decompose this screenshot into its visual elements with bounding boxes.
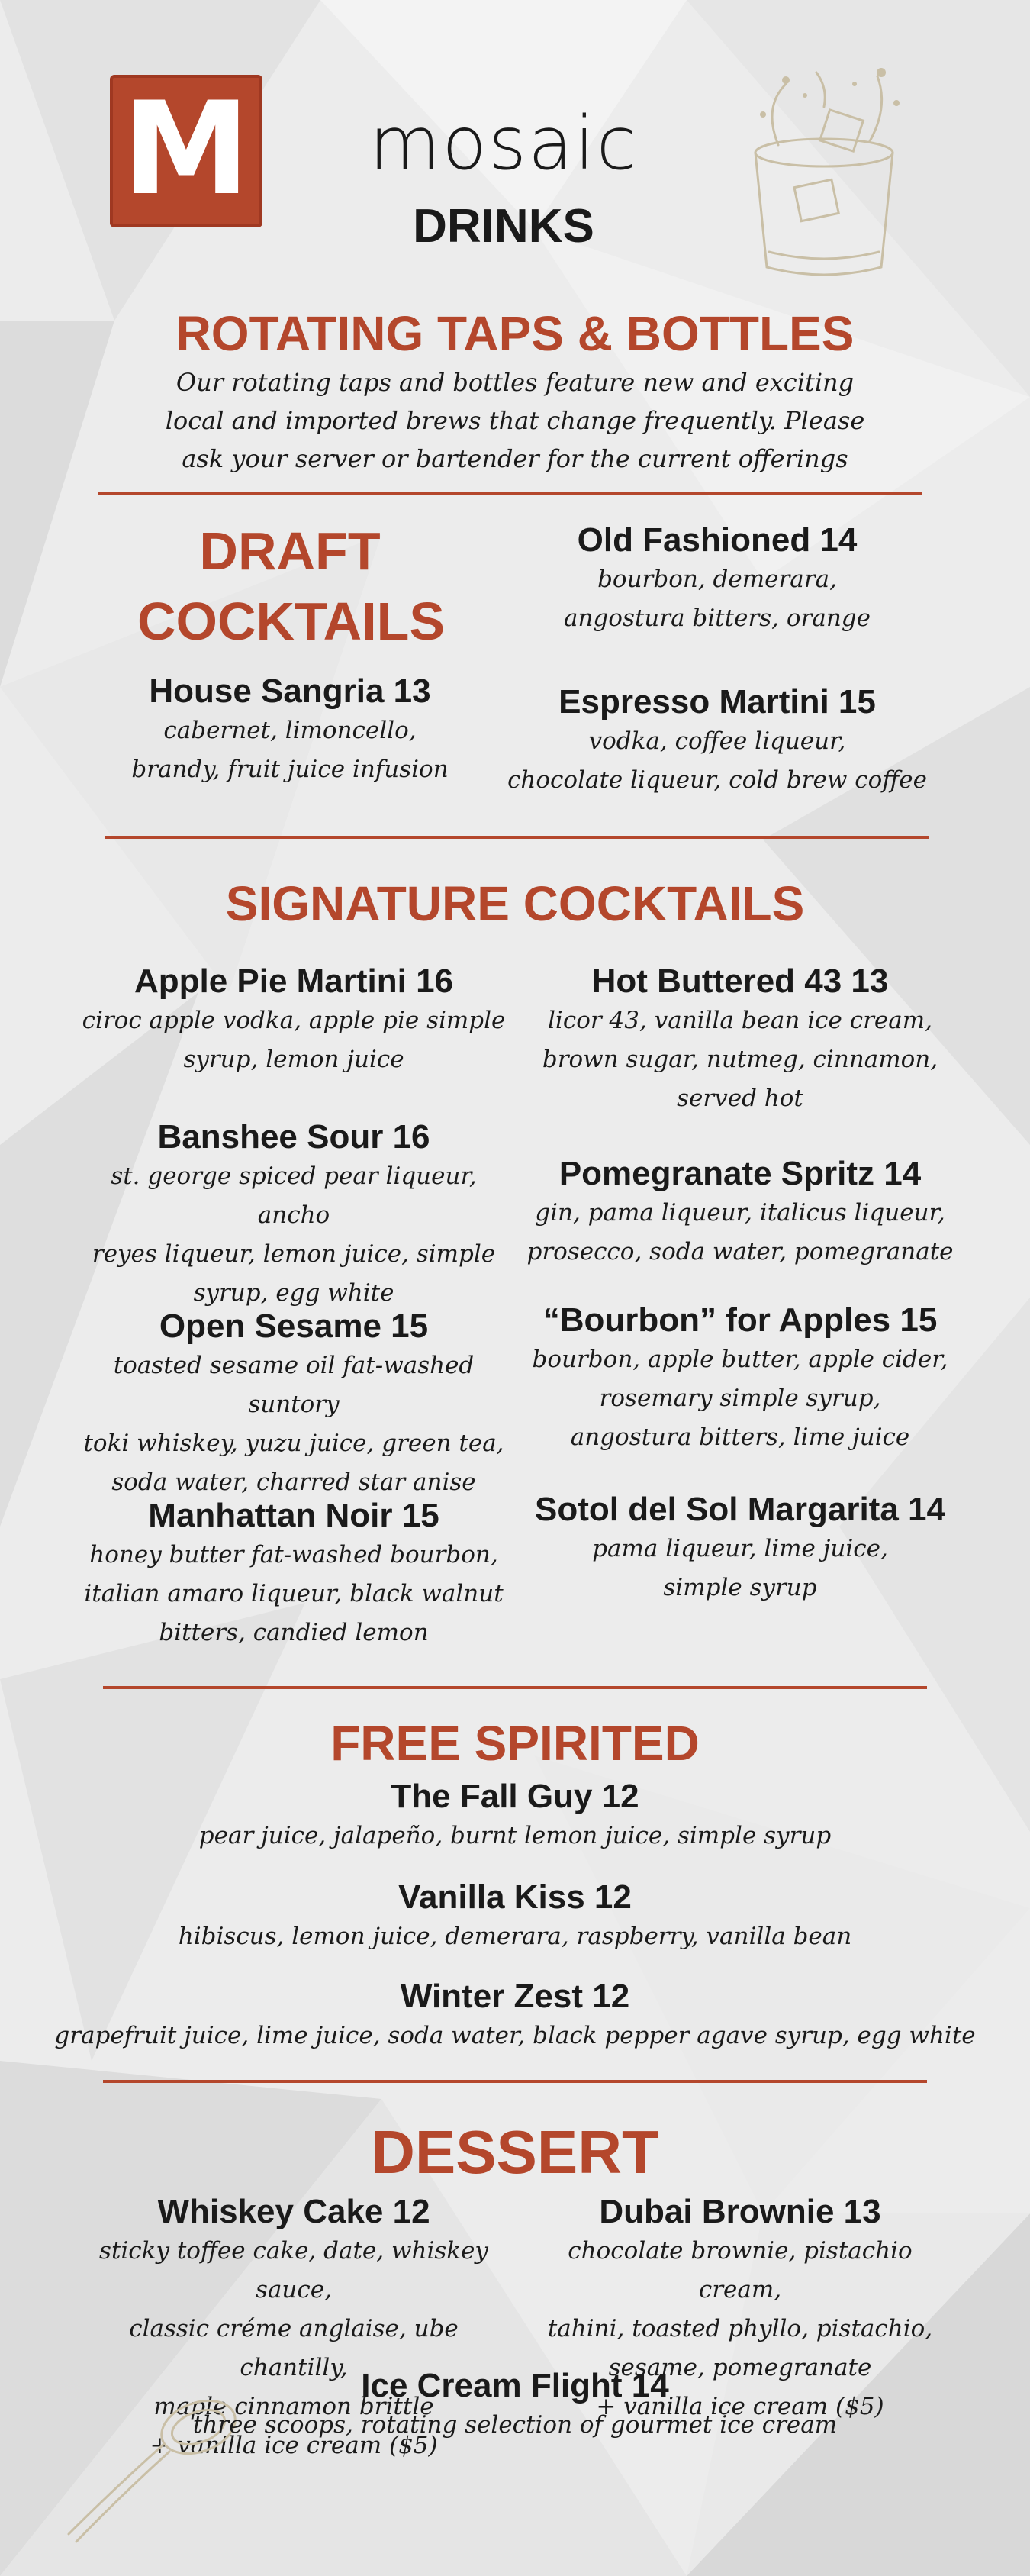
menu-item-vanilla-kiss — [38, 1878, 992, 1956]
item-description — [80, 1157, 507, 1313]
signature-heading: SIGNATURE COCKTAILS — [225, 876, 805, 931]
desc-line: sesame, pomegranate — [608, 2354, 872, 2381]
draft-heading — [137, 516, 446, 656]
menu-item-old-fashioned — [519, 521, 916, 638]
desc-line: chocolate liqueur, cold brew coffee — [507, 766, 927, 794]
desc-line: maple cinnamon brittle — [153, 2393, 434, 2420]
desc-line: bitters, candied lemon — [159, 1619, 429, 1646]
rotating-line: ask your server or bartender for the current offerings — [182, 444, 848, 473]
item-name: Espresso Martini 15 — [558, 683, 876, 721]
section-divider — [103, 1686, 927, 1689]
menu-item-banshee-sour — [80, 1117, 507, 1313]
logo-badge — [110, 75, 262, 227]
item-name: Old Fashioned 14 — [577, 521, 858, 559]
free-spirited-heading: FREE SPIRITED — [330, 1716, 700, 1771]
menu-item-ice-cream-flight — [38, 2366, 992, 2445]
menu-item-manhattan-noir — [80, 1496, 507, 1652]
desc-line: bourbon, demerara, — [597, 566, 837, 593]
item-name: Banshee Sour 16 — [157, 1118, 430, 1156]
brand-name: mosaic — [369, 101, 639, 186]
desc-line: honey butter fat-washed bourbon, — [89, 1541, 498, 1568]
item-description — [526, 1340, 954, 1457]
desc-line: + vanilla ice cream ($5) — [150, 2432, 438, 2459]
dessert-heading: DESSERT — [371, 2118, 659, 2186]
item-description — [80, 1001, 507, 1079]
rotating-line: local and imported brews that change frequently. Please — [165, 406, 865, 435]
desc-line: chocolate brownie, pistachio cream, — [568, 2237, 913, 2304]
draft-heading-line: DRAFT — [199, 521, 381, 581]
desc-line: vodka, coffee liqueur, — [588, 727, 846, 755]
desc-line: angostura bitters, lime juice — [570, 1423, 910, 1451]
section-divider — [103, 2080, 927, 2083]
item-description — [519, 560, 916, 638]
item-description — [80, 1346, 507, 1502]
item-name: The Fall Guy 12 — [391, 1778, 639, 1815]
desc-line: syrup, egg white — [193, 1279, 394, 1307]
desc-line: simple syrup — [663, 1574, 817, 1601]
desc-line: soda water, charred star anise — [111, 1469, 476, 1496]
item-name: Vanilla Kiss 12 — [398, 1878, 632, 1916]
whiskey-glass-splash-icon — [732, 61, 916, 290]
item-name: House Sangria 13 — [149, 672, 431, 710]
desc-line: rosemary simple syrup, — [599, 1385, 881, 1412]
item-name: Open Sesame 15 — [159, 1307, 429, 1345]
desc-line: three scoops, rotating selection of gourmet ice cream — [192, 2411, 838, 2439]
desc-line: brown sugar, nutmeg, cinnamon, — [542, 1046, 938, 1073]
item-description: hibiscus, lemon juice, demerara, raspberry, vanilla bean — [178, 1923, 852, 1950]
section-divider — [98, 492, 922, 495]
rotating-heading: ROTATING TAPS & BOTTLES — [175, 306, 855, 361]
item-description — [526, 1194, 954, 1272]
desc-line: reyes liqueur, lemon juice, simple — [92, 1240, 496, 1268]
desc-line: served hot — [677, 1085, 803, 1112]
item-name: Whiskey Cake 12 — [157, 2193, 430, 2230]
desc-line: prosecco, soda water, pomegranate — [526, 1238, 954, 1265]
desc-line: licor 43, vanilla bean ice cream, — [548, 1007, 932, 1034]
desc-line: toasted sesame oil fat-washed suntory — [113, 1352, 475, 1418]
item-description: pear juice, jalapeño, burnt lemon juice, simple syrup — [198, 1822, 832, 1849]
menu-item-hot-buttered-43 — [526, 962, 954, 1118]
item-name: Pomegranate Spritz 14 — [558, 1155, 922, 1192]
item-name: “Bourbon” for Apples 15 — [542, 1301, 938, 1339]
logo-letter: M — [122, 74, 250, 224]
draft-heading-line: COCKTAILS — [137, 592, 446, 651]
menu-item-apple-pie-martini — [80, 962, 507, 1079]
desc-line: sticky toffee cake, date, whiskey sauce, — [99, 2237, 488, 2304]
menu-item-sotol-del-sol-margarita — [526, 1490, 954, 1607]
item-name: Hot Buttered 43 13 — [591, 962, 889, 1000]
desc-line: classic créme anglaise, ube chantilly, — [129, 2315, 459, 2381]
section-divider — [105, 836, 929, 839]
desc-line: cabernet, limoncello, — [163, 717, 417, 744]
menu-item-the-fall-guy — [38, 1777, 992, 1855]
item-description — [526, 1001, 954, 1118]
desc-line: tahini, toasted phyllo, pistachio, — [547, 2315, 933, 2342]
desc-line: + vanilla ice cream ($5) — [596, 2393, 884, 2420]
desc-line: gin, pama liqueur, italicus liqueur, — [535, 1199, 945, 1227]
desc-line: italian amaro liqueur, black walnut — [84, 1580, 504, 1607]
item-description — [38, 2406, 992, 2445]
menu-item-espresso-martini — [504, 682, 931, 800]
menu-item-open-sesame — [80, 1307, 507, 1502]
desc-line: brandy, fruit juice infusion — [131, 756, 449, 783]
item-name: Manhattan Noir 15 — [148, 1497, 439, 1534]
item-name: Apple Pie Martini 16 — [134, 962, 454, 1000]
desc-line: toki whiskey, yuzu juice, green tea, — [83, 1430, 504, 1457]
desc-line: angostura bitters, orange — [563, 605, 871, 632]
menu-item-winter-zest — [38, 1977, 992, 2055]
item-name: Sotol del Sol Margarita 14 — [535, 1491, 945, 1528]
item-description — [526, 1530, 954, 1607]
menu-title: DRINKS — [413, 200, 594, 253]
menu-item-house-sangria — [114, 672, 465, 789]
desc-line: st. george spiced pear liqueur, ancho — [111, 1162, 477, 1229]
item-description — [80, 1536, 507, 1652]
desc-line: pama liqueur, lime juice, — [592, 1535, 888, 1562]
item-name: Dubai Brownie 13 — [599, 2193, 881, 2230]
desc-line: ciroc apple vodka, apple pie simple — [82, 1007, 506, 1034]
item-description — [114, 711, 465, 789]
rotating-line: Our rotating taps and bottles feature new and exciting — [175, 368, 855, 397]
desc-line: syrup, lemon juice — [183, 1046, 404, 1073]
item-description: grapefruit juice, lime juice, soda water, black pepper agave syrup, egg white — [54, 2022, 976, 2049]
item-name: Winter Zest 12 — [400, 1978, 630, 2015]
rotating-description — [153, 363, 877, 478]
menu-item-bourbon-for-apples — [526, 1301, 954, 1457]
desc-line: bourbon, apple butter, apple cider, — [532, 1346, 948, 1373]
menu-item-pomegranate-spritz — [526, 1154, 954, 1272]
item-name: Ice Cream Flight 14 — [361, 2367, 669, 2404]
item-description — [504, 722, 931, 800]
